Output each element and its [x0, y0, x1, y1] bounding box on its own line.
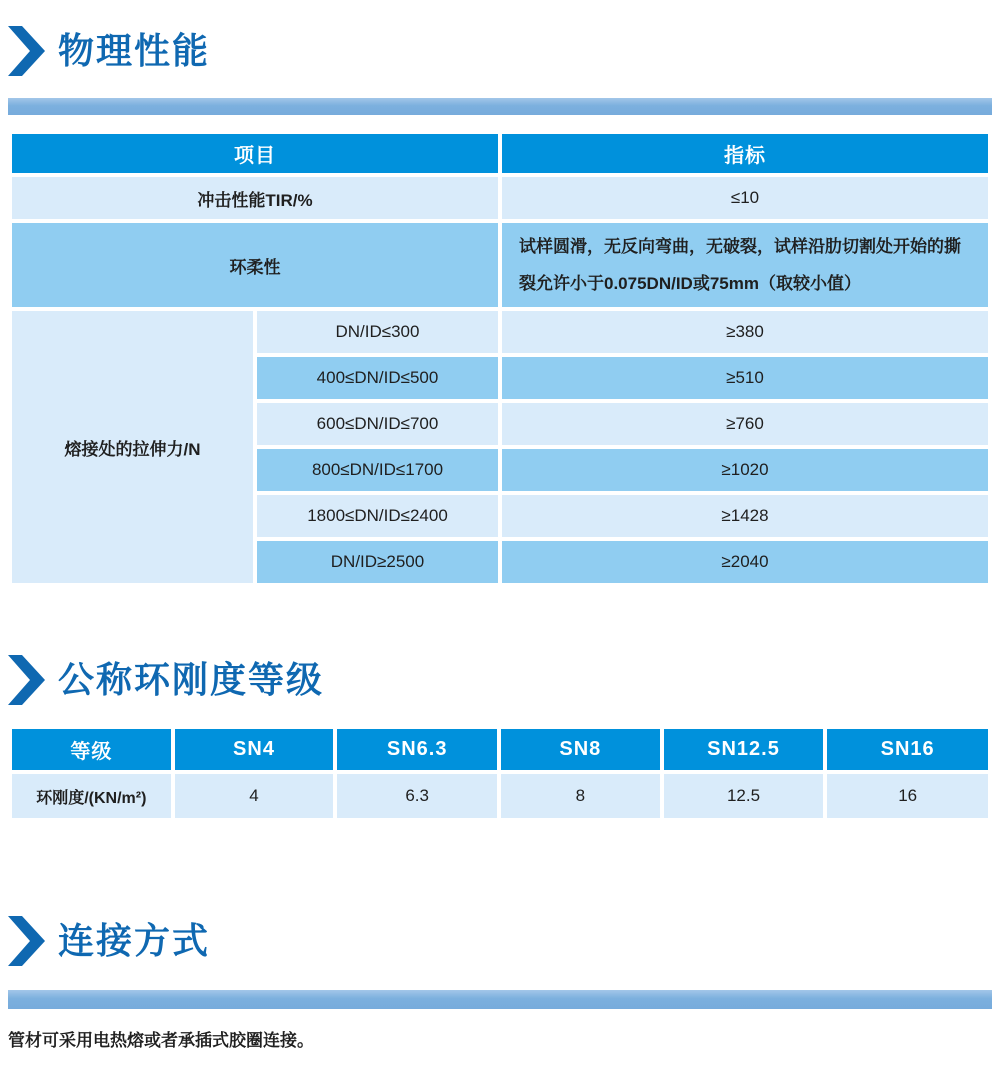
spec-cell: ≥1020 [500, 447, 990, 493]
divider-bar [8, 98, 992, 115]
table-row [10, 309, 990, 355]
column-header-sn16: SN16 [825, 727, 990, 772]
table-row [10, 772, 990, 820]
column-header-sn6-3: SN6.3 [335, 727, 499, 772]
column-header-sn8: SN8 [499, 727, 662, 772]
group-label-cell: 熔接处的拉伸力/N [10, 309, 255, 585]
spec-cell: ≥760 [500, 401, 990, 447]
spec-cell: ≥1428 [500, 493, 990, 539]
divider-bar [8, 990, 992, 1009]
ring-stiffness-table [8, 725, 992, 822]
section-title-connection: 连接方式 [58, 920, 211, 962]
range-cell: DN/ID≥2500 [255, 539, 500, 585]
section-title-physical: 物理性能 [58, 30, 211, 72]
column-header-sn4: SN4 [173, 727, 336, 772]
table-row [10, 221, 990, 309]
section-header-connection [8, 916, 992, 966]
chevron-right-icon [8, 26, 45, 76]
range-cell: DN/ID≤300 [255, 309, 500, 355]
column-header-grade: 等级 [10, 727, 173, 772]
section-title-stiffness: 公称环刚度等级 [58, 659, 325, 701]
range-cell: 1800≤DN/ID≤2400 [255, 493, 500, 539]
section-header-stiffness [8, 655, 992, 705]
spec-cell: ≤10 [500, 175, 990, 221]
spec-cell: ≥510 [500, 355, 990, 401]
item-cell: 环柔性 [10, 221, 500, 309]
table-row [10, 175, 990, 221]
spec-cell: ≥380 [500, 309, 990, 355]
section-header-physical [8, 26, 992, 76]
range-cell: 600≤DN/ID≤700 [255, 401, 500, 447]
spec-cell: ≥2040 [500, 539, 990, 585]
spec-cell: 试样圆滑，无反向弯曲，无破裂，试样沿肋切割处开始的撕裂允许小于0.075DN/ID或75mm（取较小值） [500, 221, 990, 309]
connection-note-text: 管材可采用电热熔或者承插式胶圈连接。 [8, 1031, 314, 1050]
column-header-item: 项目 [10, 132, 500, 175]
column-header-spec: 指标 [500, 132, 990, 175]
value-cell: 6.3 [335, 772, 499, 820]
column-header-sn12-5: SN12.5 [662, 727, 826, 772]
chevron-right-icon [8, 655, 45, 705]
chevron-right-icon [8, 916, 45, 966]
physical-properties-table [8, 130, 992, 587]
table-header-row [10, 727, 990, 772]
value-cell: 8 [499, 772, 662, 820]
range-cell: 800≤DN/ID≤1700 [255, 447, 500, 493]
range-cell: 400≤DN/ID≤500 [255, 355, 500, 401]
value-cell: 12.5 [662, 772, 826, 820]
row-label-cell: 环刚度/(KN/m²) [10, 772, 173, 820]
table-header-row [10, 132, 990, 175]
value-cell: 16 [825, 772, 990, 820]
spec-document-page [0, 26, 1000, 1051]
item-cell: 冲击性能TIR/% [10, 175, 500, 221]
value-cell: 4 [173, 772, 336, 820]
